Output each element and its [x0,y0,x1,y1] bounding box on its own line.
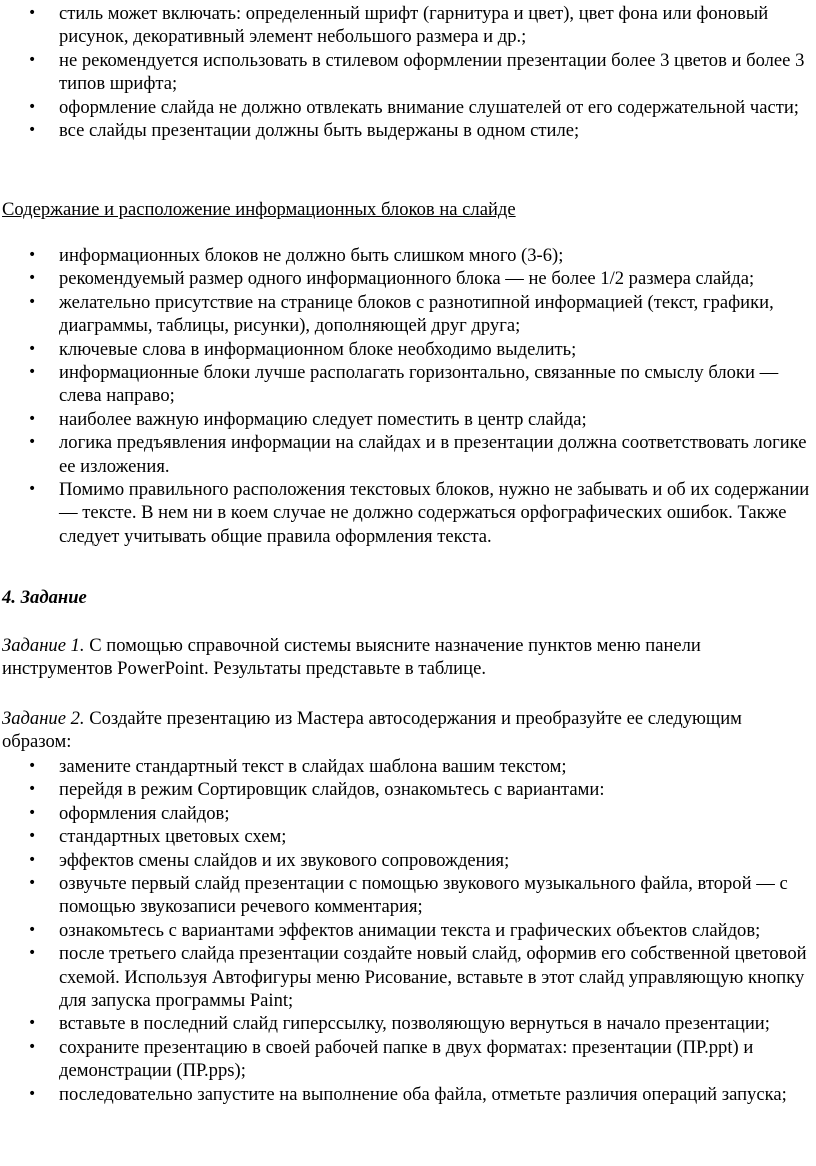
list-item: • ключевые слова в информационном блоке необходимо выделить; [0,338,816,361]
task-1-text: С помощью справочной системы выясните назначение пунктов меню панели инструментов PowerPoint. Результаты представьте в таблице. [2,635,701,680]
list-item: • озвучьте первый слайд презентации с помощью звукового музыкального файла, второй — с помощью звукозаписи речевого комментария; [0,872,816,919]
subheading: Содержание и расположение информационных блоков на слайде [2,199,516,220]
list-item: • оформления слайдов; [0,802,816,825]
task-1-label: Задание 1. [2,635,85,656]
task-2-text: Создайте презентацию из Мастера автосодержания и преобразуйте ее следующим образом: [2,708,742,753]
list-item: • Помимо правильного расположения текстовых блоков, нужно не забывать и об их содержании — тексте. В нем ни в коем случае не должно содержаться орфографических ошибок. Также следует учитывать общие правила оформления текста. [0,478,816,548]
list-item: • оформление слайда не должно отвлекать внимание слушателей от его содержательной части; [0,96,816,119]
list-item: • информационные блоки лучше располагать горизонтально, связанные по смыслу блоки — слева направо; [0,361,816,408]
task-2-paragraph [2,707,812,754]
style-rules-list [0,2,816,142]
list-item: • все слайды презентации должны быть выдержаны в одном стиле; [0,119,816,142]
task-2-label: Задание 2. [2,708,85,729]
task-1-paragraph [2,634,812,681]
list-item: • логика предъявления информации на слайдах и в презентации должна соответствовать логике ее изложения. [0,431,816,478]
list-item: • информационных блоков не должно быть слишком много (3-6); [0,244,816,267]
task-2-steps-list [0,755,816,1106]
list-item: • последовательно запустите на выполнение оба файла, отметьте различия операций запуска; [0,1083,816,1106]
list-item: • не рекомендуется использовать в стилевом оформлении презентации более 3 цветов и более 3 типов шрифта; [0,49,816,96]
section-title: 4. Задание [2,587,87,608]
list-item: • рекомендуемый размер одного информационного блока — не более 1/2 размера слайда; [0,267,816,290]
list-item: • наиболее важную информацию следует поместить в центр слайда; [0,408,816,431]
list-item: • ознакомьтесь с вариантами эффектов анимации текста и графических объектов слайдов; [0,919,816,942]
list-item: • вставьте в последний слайд гиперссылку, позволяющую вернуться в начало презентации; [0,1012,816,1035]
list-item: • перейдя в режим Сортировщик слайдов, ознакомьтесь с вариантами: [0,778,816,801]
list-item: • сохраните презентацию в своей рабочей папке в двух форматах: презентации (ПР.ppt) и демонстрации (ПР.pps); [0,1036,816,1083]
list-item: • замените стандартный текст в слайдах шаблона вашим текстом; [0,755,816,778]
list-item: • после третьего слайда презентации создайте новый слайд, оформив его собственной цветовой схемой. Используя Автофигуры меню Рисование, вставьте в этот слайд управляющую кнопку для запуска программы Paint; [0,942,816,1012]
list-item: • стиль может включать: определенный шрифт (гарнитура и цвет), цвет фона или фоновый рисунок, декоративный элемент небольшого размера и др.; [0,2,816,49]
list-item: • желательно присутствие на странице блоков с разнотипной информацией (текст, графики, диаграммы, таблицы, рисунки), дополняющей друг друга; [0,291,816,338]
info-blocks-list [0,244,816,548]
list-item: • стандартных цветовых схем; [0,825,816,848]
list-item: • эффектов смены слайдов и их звукового сопровождения; [0,849,816,872]
